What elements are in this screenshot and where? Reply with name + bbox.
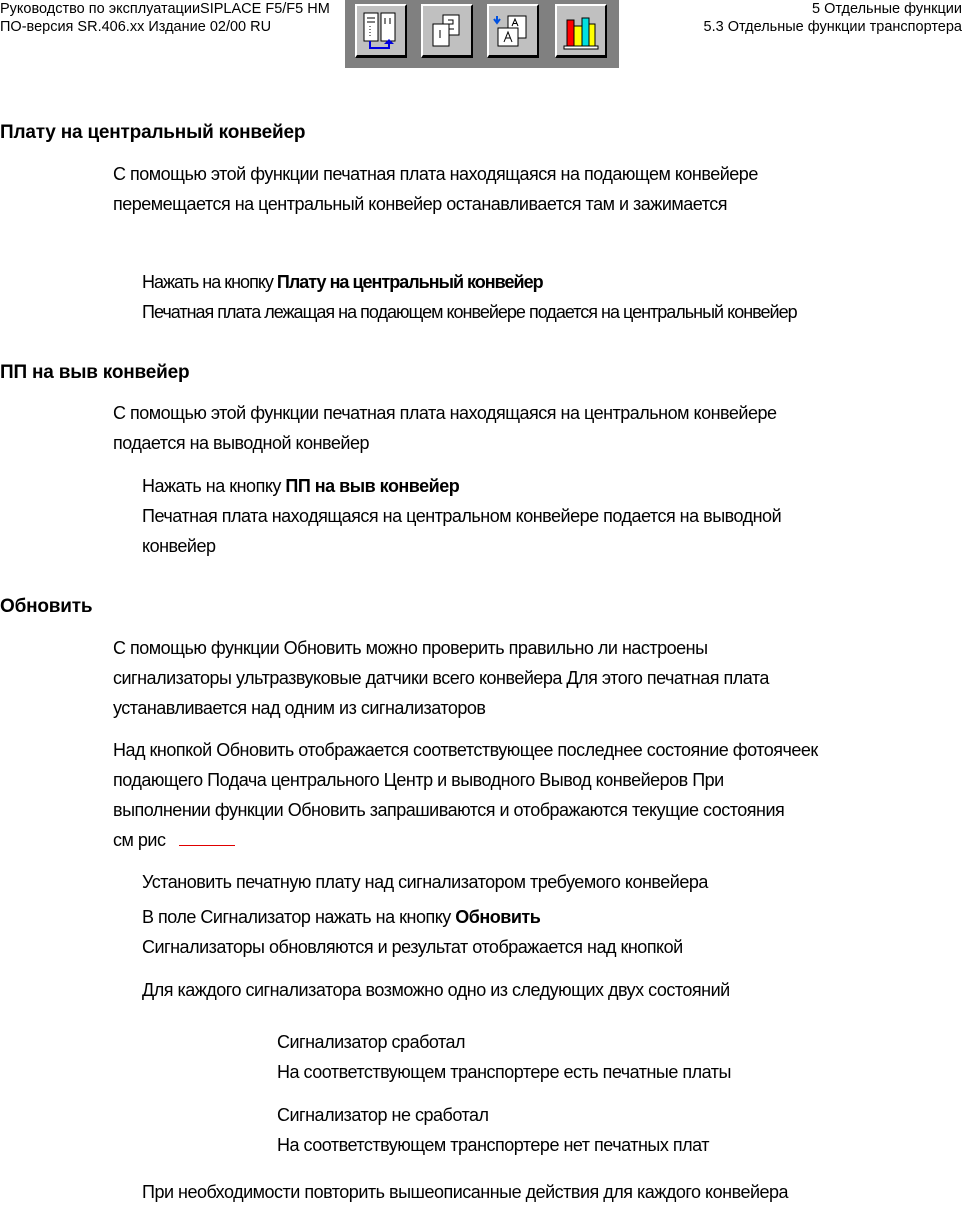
pages-button[interactable]: [421, 4, 473, 58]
action-step: Установить печатную плату над сигнализатором требуемого конвейера: [142, 872, 708, 892]
state-meaning: На соответствующем транспортере есть печатные платы: [277, 1062, 731, 1082]
action-text: Нажать на кнопку: [142, 476, 286, 496]
chapter-title: 5 Отдельные функции: [812, 1, 962, 17]
paragraph-line: перемещается на центральный конвейер останавливается там и зажимается: [113, 194, 727, 214]
paragraph-line: сигнализаторы ультразвуковые датчики всего конвейера Для этого печатная плата: [113, 668, 769, 688]
contents-button[interactable]: [355, 4, 407, 58]
figure-reference: [113, 825, 235, 855]
state-name: Сигнализатор не сработал: [277, 1105, 489, 1125]
button-reference: Плату на центральный конвейер: [276, 272, 543, 292]
pages-icon: [427, 10, 467, 52]
paragraph-line: устанавливается над одним из сигнализаторов: [113, 698, 486, 718]
action-text: В поле Сигнализатор нажать на кнопку: [142, 907, 456, 927]
action-result: Печатная плата находящаяся на центральном конвейере подается на выводной: [142, 506, 782, 526]
button-reference: Обновить: [455, 907, 541, 927]
paragraph-line: С помощью этой функции печатная плата находящаяся на подающем конвейере: [113, 164, 758, 184]
final-instruction: При необходимости повторить вышеописанные действия для каждого конвейера: [142, 1182, 789, 1202]
paragraph-line: подающего Подача центрального Центр и выводного Вывод конвейеров При: [113, 770, 724, 790]
button-reference: ПП на выв конвейер: [285, 476, 460, 496]
action-result: Печатная плата лежащая на подающем конвейере подается на центральный конвейер: [142, 302, 797, 322]
state-meaning: На соответствующем транспортере нет печатных плат: [277, 1135, 709, 1155]
action-result: Сигнализаторы обновляются и результат отображается над кнопкой: [142, 937, 683, 957]
section-heading: ПП на выв конвейер: [0, 362, 190, 383]
paragraph-line: С помощью этой функции печатная плата находящаяся на центральном конвейере: [113, 403, 777, 423]
figure-reference-text: см рис: [113, 830, 166, 850]
section-heading: Обновить: [0, 596, 93, 617]
search-document-icon: [493, 10, 533, 52]
action-text: Нажать на кнопку: [142, 272, 277, 292]
library-books-icon: [561, 10, 601, 52]
navigation-toolbar: [345, 0, 619, 68]
states-intro: Для каждого сигнализатора возможно одно из следующих двух состояний: [142, 980, 730, 1000]
action-step: [142, 902, 540, 932]
library-button[interactable]: [555, 4, 607, 58]
section-title: 5.3 Отдельные функции транспортера: [703, 19, 962, 35]
software-version: ПО-версия SR.406.xx Издание 02/00 RU: [0, 19, 272, 35]
action-step: [142, 267, 543, 297]
paragraph-line: С помощью функции Обновить можно проверить правильно ли настроены: [113, 638, 708, 658]
table-of-contents-icon: [361, 10, 401, 52]
action-step: [142, 471, 459, 501]
paragraph-line: выполнении функции Обновить запрашиваются и отображаются текущие состояния: [113, 800, 785, 820]
paragraph-line: Над кнопкой Обновить отображается соответствующее последнее состояние фотоячеек: [113, 740, 818, 760]
figure-link[interactable]: [179, 831, 235, 846]
action-result: конвейер: [142, 536, 216, 556]
search-button[interactable]: [487, 4, 539, 58]
paragraph-line: подается на выводной конвейер: [113, 433, 369, 453]
state-name: Сигнализатор сработал: [277, 1032, 466, 1052]
manual-title: Руководство по эксплуатацииSIPLACE F5/F5 HM: [0, 1, 330, 17]
section-heading: Плату на центральный конвейер: [0, 122, 306, 143]
